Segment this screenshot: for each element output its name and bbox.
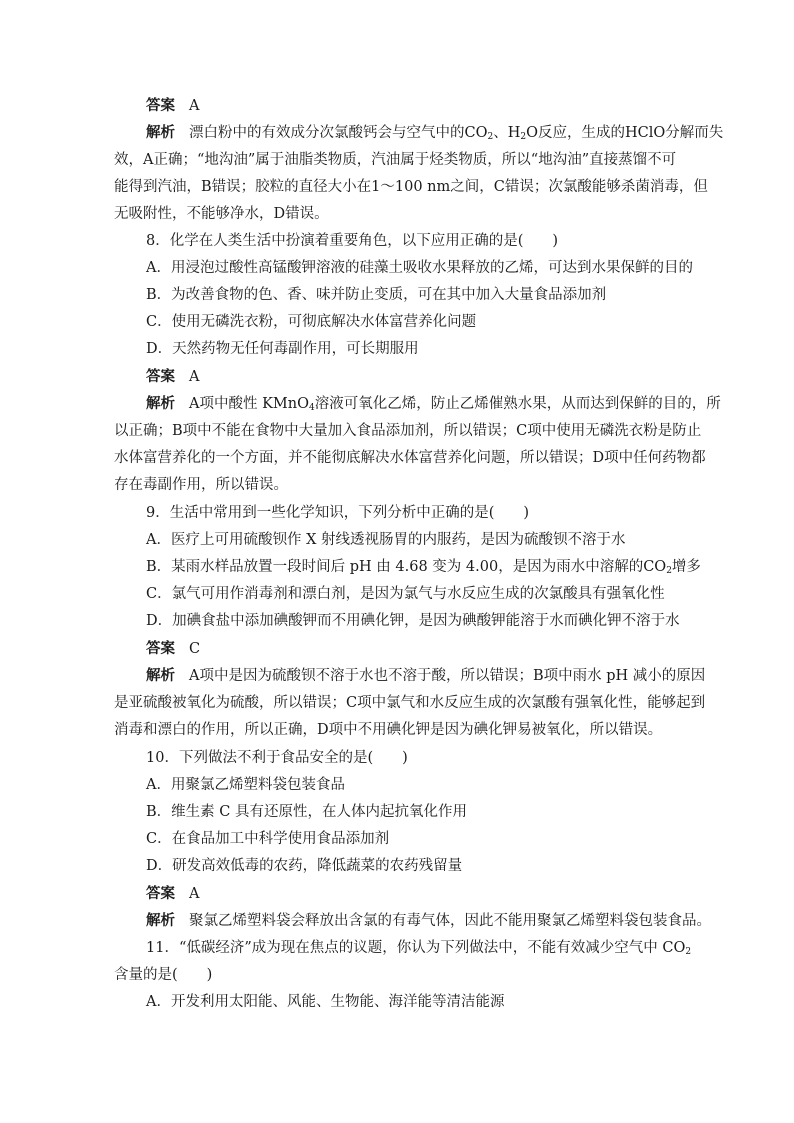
analysis-text: 效，A正确；“地沟油”属于油脂类物质，汽油属于烃类物质，所以“地沟油”直接蒸馏不可 (114, 152, 677, 168)
option-a: A．用聚氯乙烯塑料袋包装食品 (146, 777, 345, 793)
analysis-line: 解析 聚氯乙烯塑料袋会释放出含氯的有毒气体，因此不能用聚氯乙烯塑料袋包装食品。 (146, 913, 711, 929)
option-d: D．加碘食盐中添加碘酸钾而不用碘化钾，是因为碘酸钾能溶于水而碘化钾不溶于水 (146, 613, 680, 629)
option-c: C．在食品加工中科学使用食品添加剂 (146, 831, 390, 847)
analysis-label: 解析 (146, 913, 175, 929)
question-stem: 10．下列做法不利于食品安全的是( ) (146, 750, 408, 766)
analysis-label: 解析 (146, 668, 175, 684)
question-stem: 9．生活中常用到一些化学知识，下列分析中正确的是( ) (146, 505, 530, 521)
analysis-text: 存在毒副作用，所以错误。 (114, 477, 288, 493)
answer-line (146, 367, 199, 387)
option-a: A．医疗上可用硫酸钡作 X 射线透视肠胃的内服药，是因为硫酸钡不溶于水 (146, 532, 626, 548)
answer-label: 答案 (146, 98, 175, 114)
question-stem-cont: 含量的是( ) (114, 967, 213, 983)
answer-line (146, 884, 199, 904)
option-b: B．为改善食物的色、香、味并防止变质，可在其中加入大量食品添加剂 (146, 287, 607, 303)
option-a: A．用浸泡过酸性高锰酸钾溶液的硅藻土吸收水果释放的乙烯，可达到水果保鲜的目的 (146, 260, 693, 276)
analysis-text: 以正确；B项中不能在食物中大量加入食品添加剂，所以错误；C项中使用无磷洗衣粉是防止 (114, 423, 702, 439)
question-stem: 11．“低碳经济”成为现在焦点的议题，你认为下列做法中，不能有效减少空气中 $CO_2$ (146, 940, 692, 957)
answer-value: A (189, 886, 200, 902)
option-a: A．开发利用太阳能、风能、生物能、海洋能等清洁能源 (146, 994, 505, 1010)
analysis-text: 消毒和漂白的作用，所以正确，D项中不用碘化钾是因为碘化钾易被氧化，所以错误。 (114, 722, 663, 738)
analysis-text: 能得到汽油，B错误；胶粒的直径大小在1～100 nm之间，C错误；次氯酸能够杀菌消毒，但 (114, 179, 708, 195)
option-c: C．氯气可用作消毒剂和漂白剂，是因为氯气与水反应生成的次氯酸具有强氧化性 (146, 586, 665, 602)
analysis-line: 解析 漂白粉中的有效成分次氯酸钙会与空气中的$CO_2$、$H_2O$反应，生成的HClO分解而失 (146, 125, 724, 142)
answer-label: 答案 (146, 369, 175, 385)
analysis-line: 解析 A项中酸性 KMnO$_4$溶液可氧化乙烯，防止乙烯催熟水果，从而达到保鲜的目的，所 (146, 396, 721, 413)
option-b: B．某雨水样品放置一段时间后 pH 由 4.68 变为 4.00，是因为雨水中溶解的$CO_2$增多 (146, 559, 701, 576)
option-b: B．维生素 C 具有还原性，在人体内起抗氧化作用 (146, 804, 467, 820)
analysis-text: 无吸附性，不能够净水，D错误。 (114, 206, 329, 222)
analysis-label: 解析 (146, 125, 175, 141)
option-d: D．天然药物无任何毒副作用，可长期服用 (146, 341, 419, 357)
analysis-line: 解析 A项中是因为硫酸钡不溶于水也不溶于酸，所以错误；B项中雨水 pH 减小的原因 (146, 668, 706, 684)
answer-value: A (189, 369, 200, 385)
answer-label: 答案 (146, 886, 175, 902)
answer-value: A (189, 98, 200, 114)
analysis-text: 水体富营养化的一个方面，并不能彻底解决水体富营养化问题，所以错误；D项中任何药物都 (114, 450, 706, 466)
answer-label: 答案 (146, 641, 175, 657)
option-d: D．研发高效低毒的农药，降低蔬菜的农药残留量 (146, 858, 463, 874)
analysis-text: 是亚硫酸被氧化为硫酸，所以错误；C项中氯气和水反应生成的次氯酸有强氧化性，能够起到 (114, 695, 706, 711)
analysis-label: 解析 (146, 396, 175, 412)
answer-line (146, 96, 199, 116)
answer-line (146, 639, 200, 659)
option-c: C．使用无磷洗衣粉，可彻底解决水体富营养化问题 (146, 314, 477, 330)
question-stem: 8．化学在人类生活中扮演着重要角色，以下应用正确的是( ) (146, 233, 559, 249)
answer-value: C (189, 641, 201, 657)
